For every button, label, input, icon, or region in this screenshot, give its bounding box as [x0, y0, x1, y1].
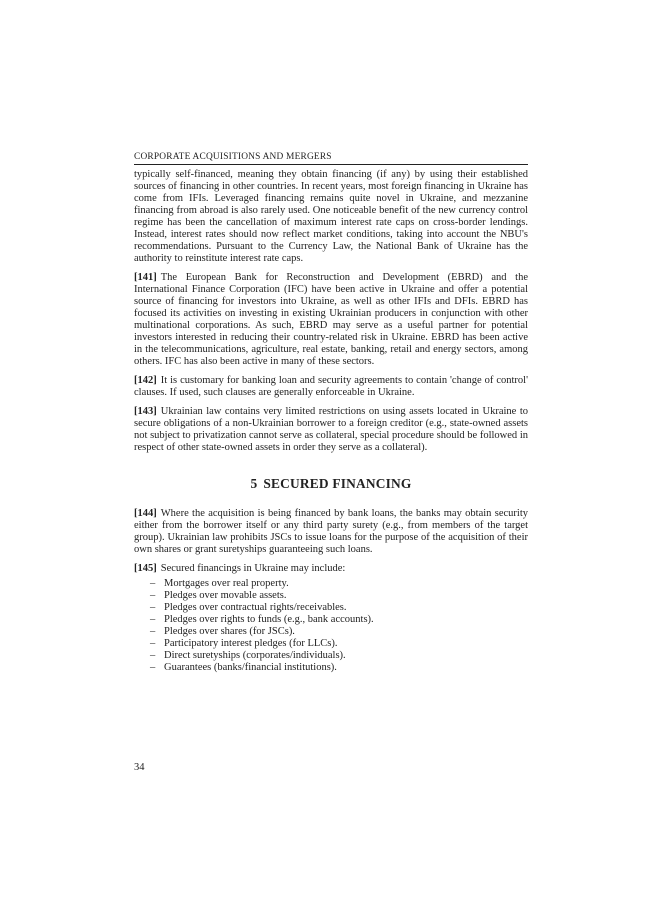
dash-marker: –	[150, 578, 156, 589]
paragraph-text: Where the acquisition is being financed by bank loans, the banks may obtain security either from the borrower itself or any third party surety (e.g., from members of the target group). Ukrainian law prohibits JSCs to issue loans for the purpose of the acquisition of their own shares or grant suretyships guaranteeing such loans.	[134, 508, 528, 555]
list-item: – Pledges over rights to funds (e.g., bank accounts).	[150, 614, 374, 625]
paragraph-text: Ukrainian law contains very limited restrictions on using assets located in Ukraine to secure obligations of a non-Ukrainian borrower to a foreign creditor (e.g., state-owned assets not subject to privatization cannot serve as collateral, special procedure should be followed in respect of other state-owned assets in order they serve as a collateral).	[134, 406, 528, 453]
running-head: CORPORATE ACQUISITIONS AND MERGERS	[134, 152, 528, 165]
paragraph-144	[134, 508, 528, 556]
paragraph-text: Secured financings in Ukraine may include:	[160, 563, 346, 574]
paragraph-141	[134, 272, 528, 368]
list-item: – Pledges over movable assets.	[150, 590, 287, 601]
paragraph-number: [145]	[134, 563, 157, 574]
paragraph-142	[134, 375, 528, 399]
paragraph-number: [141]	[134, 272, 157, 283]
list-item: – Pledges over contractual rights/receivables.	[150, 602, 347, 613]
paragraph-text: It is customary for banking loan and security agreements to contain 'change of control' clauses. If used, such clauses are generally enforceable in Ukraine.	[134, 375, 528, 398]
paragraph-143	[134, 406, 528, 454]
list-item: – Participatory interest pledges (for LLCs).	[150, 638, 338, 649]
paragraph-145	[134, 563, 528, 575]
dash-marker: –	[150, 662, 156, 673]
dash-marker: –	[150, 638, 156, 649]
dash-marker: –	[150, 626, 156, 637]
paragraph-number: [144]	[134, 508, 157, 519]
intro-paragraph: typically self-financed, meaning they obtain financing (if any) by using their established sources of financing in other countries. In recent years, most foreign financing in Ukraine has come from IFIs. Leveraged financing remains quite novel in Ukraine, and mezzanine financing from abroad is also rarely used. One noticeable benefit of the new currency control regime has been the cancellation of maximum interest rate caps on cross-border lendings. Instead, interest rates should now reflect market conditions, taking into account the NBU's recommendations. Pursuant to the Currency Law, the National Bank of Ukraine has the authority to reinstitute interest rate caps.	[134, 169, 528, 264]
paragraph-number: [143]	[134, 406, 157, 417]
section-number: 5	[250, 476, 258, 491]
dash-marker: –	[150, 614, 156, 625]
dash-marker: –	[150, 650, 156, 661]
secured-financing-list	[134, 578, 528, 674]
paragraph-number: [142]	[134, 375, 157, 386]
list-item: – Pledges over shares (for JSCs).	[150, 626, 295, 637]
section-title: SECURED FINANCING	[263, 476, 412, 491]
page-number: 34	[134, 762, 145, 773]
list-item: – Direct suretyships (corporates/individuals).	[150, 650, 346, 661]
dash-marker: –	[150, 590, 156, 601]
page-body	[134, 152, 528, 674]
paragraph-text: The European Bank for Reconstruction and Development (EBRD) and the International Finance Corporation (IFC) have been active in Ukraine and offer a potential source of financing for investors into Ukraine, as well as other IFIs and DFIs. EBRD has focused its activities on investing in existing Ukrainian producers in conjunction with other multinational corporations. As such, EBRD may serve as a useful partner for potential investors interested in reducing their country-related risk in Ukraine. EBRD has been active in the telecommunications, agriculture, real estate, banking, retail and energy sectors, among others. IFC has also been active in many of these sectors.	[134, 272, 528, 367]
list-item: – Mortgages over real property.	[150, 578, 289, 589]
dash-marker: –	[150, 602, 156, 613]
list-item: – Guarantees (banks/financial institutions).	[150, 662, 337, 673]
section-heading	[134, 476, 528, 492]
